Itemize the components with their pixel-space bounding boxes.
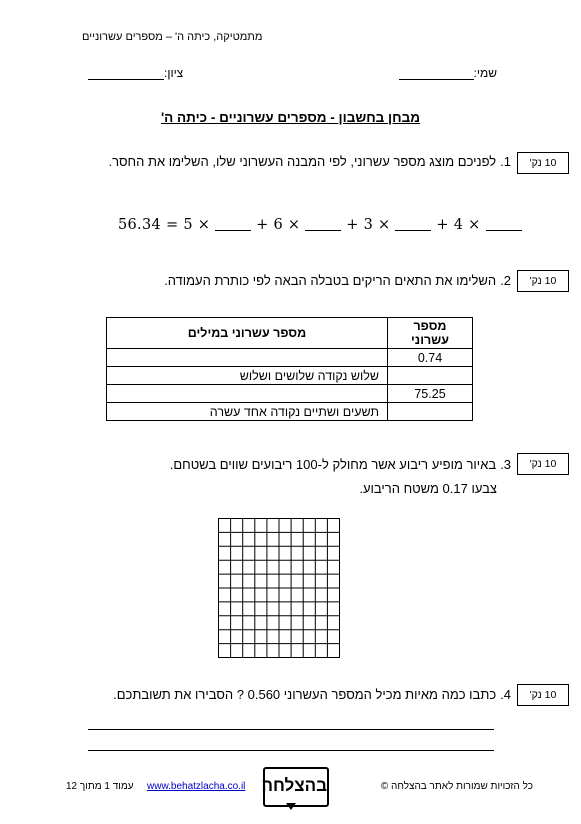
cell-words[interactable] bbox=[107, 385, 388, 403]
eq-op: + bbox=[436, 217, 449, 233]
footer-copyright: כל הזכויות שמורות לאתר בהצלחה © bbox=[380, 781, 533, 792]
name-label: שמי: bbox=[473, 66, 497, 80]
q3-points-box: 10 נק' bbox=[517, 453, 569, 475]
site-logo: בהצלחה bbox=[263, 767, 329, 807]
footer-website-link[interactable]: www.behatzlacha.co.il bbox=[147, 781, 246, 792]
q1-number: 1. bbox=[500, 154, 511, 169]
eq-times: × bbox=[468, 217, 481, 233]
q1-equation bbox=[118, 217, 522, 233]
table-row bbox=[107, 367, 473, 385]
eq-op: + bbox=[256, 217, 269, 233]
cell-number[interactable] bbox=[388, 367, 473, 385]
eq-blank-4[interactable] bbox=[486, 229, 522, 231]
q4-text: כתבו כמה מאיות מכיל המספר העשרוני 0.560 ? הסבירו את תשובתכם. bbox=[113, 687, 497, 702]
q4-points-box: 10 נק' bbox=[517, 684, 569, 706]
equation-lhs: 56.34 bbox=[118, 217, 162, 233]
header-decimal-words: מספר עשרוני במילים bbox=[107, 318, 388, 349]
table-row bbox=[107, 349, 473, 367]
eq-blank-3[interactable] bbox=[395, 229, 431, 231]
eq-times: × bbox=[378, 217, 391, 233]
q3-subtext: צבעו 0.17 משטח הריבוע. bbox=[359, 481, 497, 496]
q1-question bbox=[108, 154, 511, 169]
decimal-table bbox=[106, 317, 473, 421]
q2-question bbox=[164, 273, 511, 288]
logo-tail bbox=[286, 803, 296, 810]
q4-number: 4. bbox=[500, 687, 511, 702]
eq-coef: 5 bbox=[183, 217, 193, 233]
page-header-subject: מתמטיקה, כיתה ה' – מספרים עשרוניים bbox=[82, 31, 263, 43]
name-field[interactable] bbox=[399, 66, 497, 80]
hundred-square-grid[interactable] bbox=[218, 518, 340, 658]
q3-number: 3. bbox=[500, 457, 511, 472]
answer-line[interactable] bbox=[88, 750, 494, 751]
cell-words[interactable]: תשעים ושתיים נקודה אחד עשרה bbox=[107, 403, 388, 421]
table-header-row bbox=[107, 318, 473, 349]
footer-page-number: עמוד 1 מתוך 12 bbox=[66, 781, 134, 792]
eq-coef: 6 bbox=[273, 217, 283, 233]
answer-line[interactable] bbox=[88, 729, 494, 730]
q4-question bbox=[113, 687, 511, 702]
cell-number[interactable]: 0.74 bbox=[388, 349, 473, 367]
name-underline bbox=[399, 67, 474, 80]
q3-question bbox=[170, 457, 511, 472]
q2-points-box: 10 נק' bbox=[517, 270, 569, 292]
eq-op: = bbox=[165, 217, 179, 233]
page-title: מבחן בחשבון - מספרים עשרוניים - כיתה ה' bbox=[160, 110, 421, 125]
eq-blank-2[interactable] bbox=[305, 229, 341, 231]
grade-field[interactable] bbox=[88, 66, 183, 80]
header-decimal-number: מספר עשרוני bbox=[388, 318, 473, 349]
q2-text: השלימו את התאים הריקים בטבלה הבאה לפי כותרת העמודה. bbox=[164, 273, 497, 288]
eq-coef: 4 bbox=[453, 217, 464, 233]
q1-points-box: 10 נק' bbox=[517, 152, 569, 174]
eq-coef: 3 bbox=[363, 217, 374, 233]
table-row bbox=[107, 385, 473, 403]
cell-words[interactable]: שלוש נקודה שלושים ושלוש bbox=[107, 367, 388, 385]
q2-number: 2. bbox=[500, 273, 511, 288]
cell-words[interactable] bbox=[107, 349, 388, 367]
eq-blank-1[interactable] bbox=[215, 229, 251, 231]
cell-number[interactable] bbox=[388, 403, 473, 421]
q3-text: באיור מופיע ריבוע אשר מחולק ל-100 ריבועים שווים בשטחם. bbox=[169, 457, 497, 472]
eq-times: × bbox=[197, 217, 211, 233]
grade-label: ציון: bbox=[164, 66, 184, 80]
q1-text: לפניכם מוצג מספר עשרוני, לפי המבנה העשרוני שלו, השלימו את החסר. bbox=[108, 154, 497, 169]
eq-times: × bbox=[287, 217, 301, 233]
table-row bbox=[107, 403, 473, 421]
grade-underline bbox=[88, 67, 164, 80]
cell-number[interactable]: 75.25 bbox=[388, 385, 473, 403]
eq-op: + bbox=[346, 217, 359, 233]
